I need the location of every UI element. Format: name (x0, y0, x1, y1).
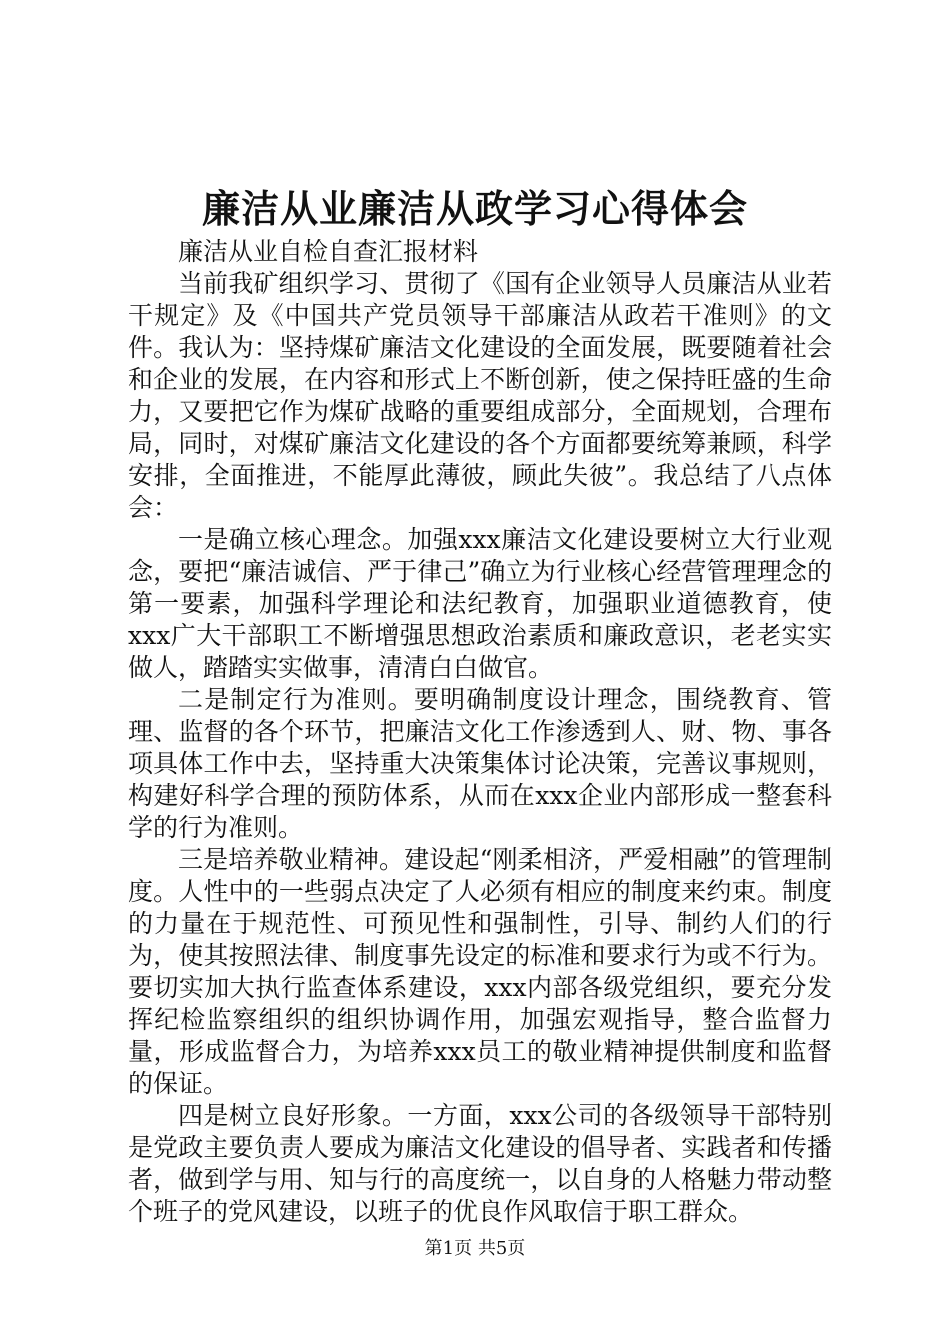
paragraph-point-three: 三是培养敬业精神。建设起“刚柔相济，严爱相融”的管理制度。人性中的一些弱点决定了人必须有相应的制度来约束。制度的力量在于规范性、可预见性和强制性，引导、制约人们的行为，使其按照法律、制度事先设定的标准和要求行为或不行为。要切实加大执行监查体系建设，xxx内部各级党组织，要充分发挥纪检监察组织的组织协调作用，加强宏观指导，整合监督力量，形成监督合力，为培养xxx员工的敬业精神提供制度和监督的保证。 (128, 845, 832, 1098)
paragraph-point-two: 二是制定行为准则。要明确制度设计理念，围绕教育、管理、监督的各个环节，把廉洁文化工作渗透到人、财、物、事各项具体工作中去，坚持重大决策集体讨论决策，完善议事规则，构建好科学合理的预防体系，从而在xxx企业内部形成一整套科学的行为准则。 (128, 685, 832, 842)
paragraph-point-four: 四是树立良好形象。一方面，xxx公司的各级领导干部特别是党政主要负责人要成为廉洁文化建设的倡导者、实践者和传播者，做到学与用、知与行的高度统一，以自身的人格魅力带动整个班子的党风建设，以班子的优良作风取信于职工群众。 (128, 1101, 832, 1226)
paragraph-subtitle: 廉洁从业自检自查汇报材料 (178, 237, 479, 266)
document-body (128, 236, 832, 1228)
document-title: 廉洁从业廉洁从政学习心得体会 (201, 186, 748, 231)
paragraph-intro: 当前我矿组织学习、贯彻了《国有企业领导人员廉洁从业若干规定》及《中国共产党员领导干部廉洁从政若干准则》的文件。我认为：坚持煤矿廉洁文化建设的全面发展，既要随着社会和企业的发展，在内容和形式上不断创新，使之保持旺盛的生命力，又要把它作为煤矿战略的重要组成部分，全面规划，合理布局，同时，对煤矿廉洁文化建设的各个方面都要统筹兼顾，科学安排，全面推进，不能厚此薄彼，顾此失彼”。我总结了八点体会： (128, 269, 832, 522)
paragraph-point-one: 一是确立核心理念。加强xxx廉洁文化建设要树立大行业观念，要把“廉洁诚信、严于律己”确立为行业核心经营管理理念的第一要素，加强科学理论和法纪教育，加强职业道德教育，使xxx广大干部职工不断增强思想政治素质和廉政意识，老老实实做人，踏踏实实做事，清清白白做官。 (128, 525, 832, 682)
page-number-footer: 第1页 共5页 (424, 1238, 526, 1259)
